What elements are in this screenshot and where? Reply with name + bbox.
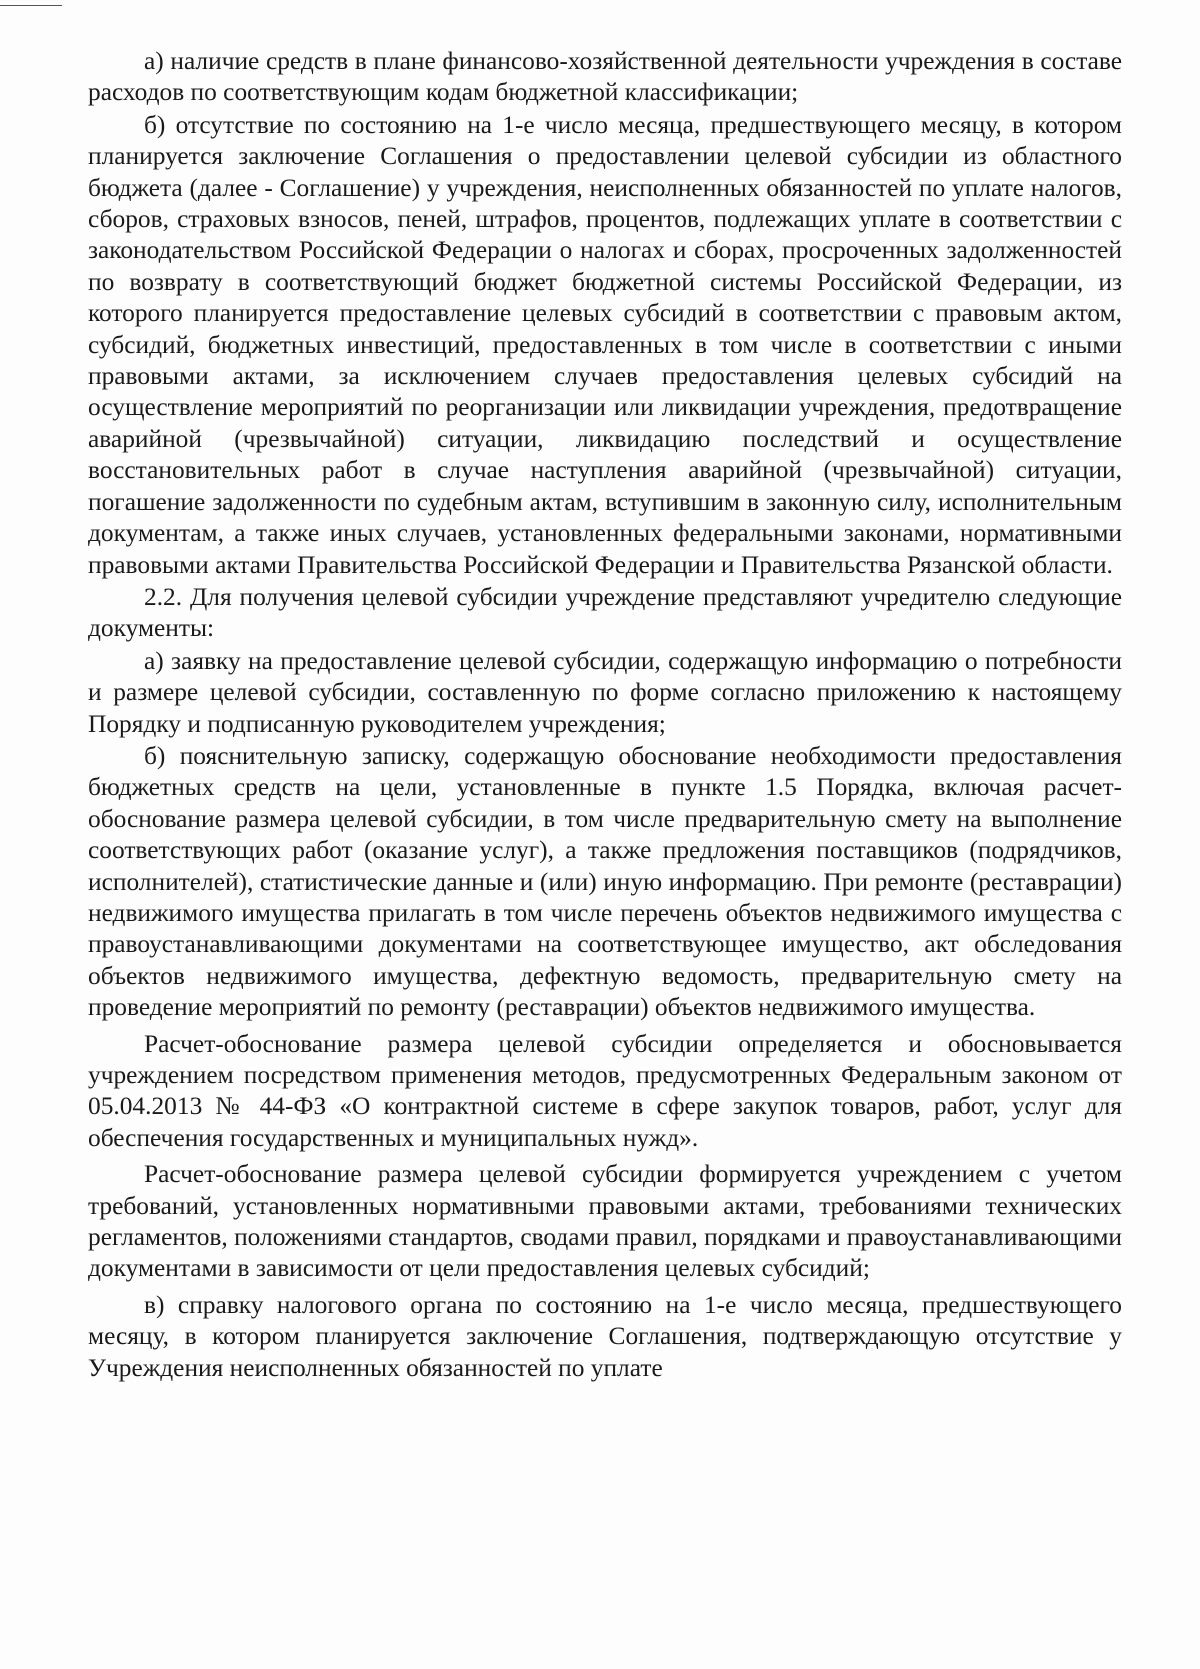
paragraph-2-2-intro: 2.2. Для получения целевой субсидии учреждение представляют учредителю следующие документы: [88,582,1122,643]
paragraph-document-v: в) справку налогового органа по состоянию на 1-е число месяца, предшествующего месяцу, в котором планируется заключение Соглашения, подтверждающую отсутствие у Учреждения неисполненных обязанностей по уплате [88,1290,1122,1382]
paragraph-document-a: а) заявку на предоставление целевой субсидии, содержащую информацию о потребности и размере целевой субсидии, составленную по форме согласно приложению к настоящему Порядку и подписанную руководителем учреждения; [88,646,1122,738]
document-body [88,46,1122,1385]
paragraph-calculation-requirements: Расчет-обоснование размера целевой субсидии формируется учреждением с учетом требований, установленных нормативными правовыми актами, требованиями технических регламентов, положениями стандартов, сводами правил, порядками и правоустанавливающими документами в зависимости от цели предоставления целевых субсидий; [88,1160,1122,1283]
paragraph-condition-a: а) наличие средств в плане финансово-хозяйственной деятельности учреждения в составе расходов по соответствующим кодам бюджетной классификации; [88,47,1122,107]
scan-edge-line [0,5,62,6]
paragraph-condition-b: б) отсутствие по состоянию на 1-е число месяца, предшествующего месяцу, в котором планируется заключение Соглашения о предоставлении целевой субсидии из областного бюджета (далее - Соглашение) у учреждения, неисполненных обязанностей по уплате налогов, сборов, страховых взносов, пеней, штрафов, процентов, подлежащих уплате в соответствии с законодательством Российской Федерации о налогах и сборах, просроченных задолженностей по возврату в соответствующий бюджет бюджетной системы Российской Федерации, из которого планируется предоставление целевых субсидий в соответствии с правовым актом, субсидий, бюджетных инвестиций, предоставленных в том числе в соответствии с иными правовыми актами, за исключением случаев предоставления целевых субсидий на осуществление мероприятий по реорганизации или ликвидации учреждения, предотвращение аварийной (чрезвычайной) ситуации, ликвидацию последствий и осуществление восстановительных работ в случае наступления аварийной (чрезвычайной) ситуации, погашение задолженности по судебным актам, вступившим в законную силу, исполнительным документам, а также иных случаев, установленных федеральными законами, нормативными правовыми актами Правительства Российской Федерации и Правительства Рязанской области. [88,110,1122,579]
paragraph-calculation-method: Расчет-обоснование размера целевой субсидии определяется и обосновывается учреждением посредством применения методов, предусмотренных Федеральным законом от 05.04.2013 № 44-ФЗ «О контрактной системе в сфере закупок товаров, работ, услуг для обеспечения государственных и муниципальных нужд». [88,1029,1122,1152]
paragraph-document-b: б) пояснительную записку, содержащую обоснование необходимости предоставления бюджетных средств на цели, установленные в пункте 1.5 Порядка, включая расчет-обоснование размера целевой субсидии, в том числе предварительную смету на выполнение соответствующих работ (оказание услуг), а также предложения поставщиков (подрядчиков, исполнителей), статистические данные и (или) иную информацию. При ремонте (реставрации) недвижимого имущества прилагать в том числе перечень объектов недвижимого имущества с правоустанавливающими документами на соответствующее имущество, акт обследования объектов недвижимого имущества, дефектную ведомость, предварительную смету на проведение мероприятий по ремонту (реставрации) объектов недвижимого имущества. [88,741,1122,1022]
